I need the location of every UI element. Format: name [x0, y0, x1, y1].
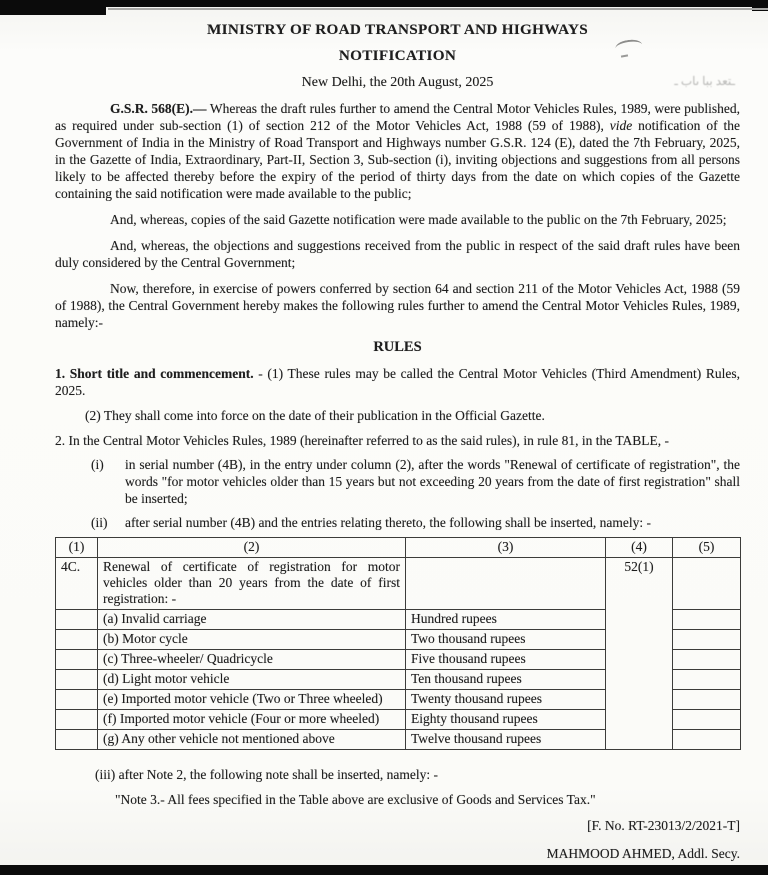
vehicle-label-cell: (a) Invalid carriage — [98, 610, 406, 630]
fee-cell: Five thousand rupees — [406, 650, 606, 670]
vehicle-label-cell: (c) Three-wheeler/ Quadricycle — [98, 650, 406, 670]
rule-1-text: - (1) These rules may be called the Central Motor Vehicles (Third Amendment) Rules, 2025. — [55, 366, 741, 398]
empty-col5-cell — [673, 670, 741, 690]
item-ii-marker: (ii) — [91, 515, 108, 530]
empty-col5-cell — [673, 630, 741, 650]
handwriting-showthrough: ـتعد ببا ںاب ـ — [674, 74, 735, 88]
file-number: [F. No. RT-23013/2/2021-T] — [587, 818, 740, 833]
scan-bottom-bar — [0, 865, 768, 875]
vehicle-label-cell: (g) Any other vehicle not mentioned above — [98, 730, 406, 750]
col-header-3: (3) — [406, 538, 606, 558]
rule-1 — [55, 365, 740, 399]
ministry-title: MINISTRY OF ROAD TRANSPORT AND HIGHWAYS — [207, 21, 588, 38]
empty-serial-cell — [56, 670, 98, 690]
col-header-4: (4) — [606, 538, 673, 558]
signatory: MAHMOOD AHMED, Addl. Secy. — [546, 846, 740, 861]
preamble-paragraph-4: Now, therefore, in exercise of powers conferred by section 64 and section 211 of the Motor Vehicles Act, 1988 (59 of 1988), the Central Government hereby makes the following rules further to amend the Central Motor Vehicles Rules, 1989, namely:- — [55, 281, 740, 330]
fee-cell: Eighty thousand rupees — [406, 710, 606, 730]
preamble-paragraph-3: And, whereas, the objections and suggestions received from the public in respect of the said draft rules have been duly considered by the Central Government; — [55, 238, 740, 270]
amendment-item-ii — [91, 514, 740, 531]
empty-col5-cell — [673, 558, 741, 610]
table-row-4c — [56, 558, 741, 610]
empty-col5-cell — [673, 730, 741, 750]
preamble-1-text-b: notification of the Government of India in the Ministry of Road Transport and Highways number G.S.R. 124 (E), dated the 7th February, 2025, in the Gazette of India, Extraordinary, Part-II, Section 3, Sub-section (i), inviting objections and suggestions from all persons likely to be affected thereby before the expiry of the period of thirty days from the date on which copies of the Gazette containing the said notification were made available to the public; — [55, 118, 740, 201]
vide-italic: vide — [609, 118, 633, 133]
rule-2: 2. In the Central Motor Vehicles Rules, 1989 (hereinafter referred to as the said rules), in rule 81, in the TABLE, - — [55, 433, 669, 448]
col-header-5: (5) — [673, 538, 741, 558]
vehicle-label-cell: (b) Motor cycle — [98, 630, 406, 650]
amendment-item-iii: (iii) after Note 2, the following note shall be inserted, namely: - — [95, 767, 439, 782]
empty-serial-cell — [56, 730, 98, 750]
item-i-text: in serial number (4B), in the entry under column (2), after the words "Renewal of certificate of registration", the words "for motor vehicles older than 15 years but not exceeding 20 years from the date of first registration" shall be inserted; — [125, 457, 740, 506]
dateline: New Delhi, the 20th August, 2025 — [301, 75, 494, 90]
preamble-paragraph-1 — [55, 100, 740, 202]
item-i-marker: (i) — [91, 457, 104, 472]
preamble-paragraph-2: And, whereas, copies of the said Gazette notification were made available to the public on the 7th February, 2025; — [110, 212, 727, 227]
empty-serial-cell — [56, 710, 98, 730]
fee-cell: Ten thousand rupees — [406, 670, 606, 690]
fee-cell: Two thousand rupees — [406, 630, 606, 650]
table-header-row — [56, 538, 741, 558]
rule-1-sub-2: (2) They shall come into force on the date of their publication in the Official Gazette. — [85, 408, 545, 423]
amendment-item-i — [91, 456, 740, 507]
empty-fee-cell — [406, 558, 606, 610]
item-ii-text: after serial number (4B) and the entries relating thereto, the following shall be inserted, namely: - — [125, 515, 651, 530]
empty-serial-cell — [56, 630, 98, 650]
fee-cell: Twenty thousand rupees — [406, 690, 606, 710]
rules-heading: RULES — [373, 339, 422, 355]
note-3: "Note 3.- All fees specified in the Table above are exclusive of Goods and Services Tax." — [115, 792, 596, 807]
vehicle-label-cell: (e) Imported motor vehicle (Two or Three wheeled) — [98, 690, 406, 710]
empty-col5-cell — [673, 710, 741, 730]
vehicle-label-cell: (d) Light motor vehicle — [98, 670, 406, 690]
fee-cell: Twelve thousand rupees — [406, 730, 606, 750]
empty-col5-cell — [673, 690, 741, 710]
fee-cell: Hundred rupees — [406, 610, 606, 630]
col-header-2: (2) — [98, 538, 406, 558]
empty-col5-cell — [673, 610, 741, 630]
vehicle-label-cell: (f) Imported motor vehicle (Four or more wheeled) — [98, 710, 406, 730]
empty-serial-cell — [56, 610, 98, 630]
fees-table — [55, 537, 741, 750]
col-header-1: (1) — [56, 538, 98, 558]
rule-ref-cell: 52(1) — [606, 558, 673, 750]
empty-serial-cell — [56, 690, 98, 710]
preamble-1-text-a: Whereas the draft rules further to amend the Central Motor Vehicles Rules, 1989, were published, as required under sub-section (1) of section 212 of the Motor Vehicles Act, 1988 (59 of 1988), — [55, 101, 740, 133]
empty-serial-cell — [56, 650, 98, 670]
rule-1-title: 1. Short title and commencement. — [55, 366, 254, 381]
empty-col5-cell — [673, 650, 741, 670]
notification-heading: NOTIFICATION — [338, 47, 457, 64]
serial-cell: 4C. — [56, 558, 98, 610]
description-cell: Renewal of certificate of registration for motor vehicles older than 20 years from the date of first registration: - — [98, 558, 406, 610]
gsr-number: G.S.R. 568(E).— — [110, 101, 207, 116]
